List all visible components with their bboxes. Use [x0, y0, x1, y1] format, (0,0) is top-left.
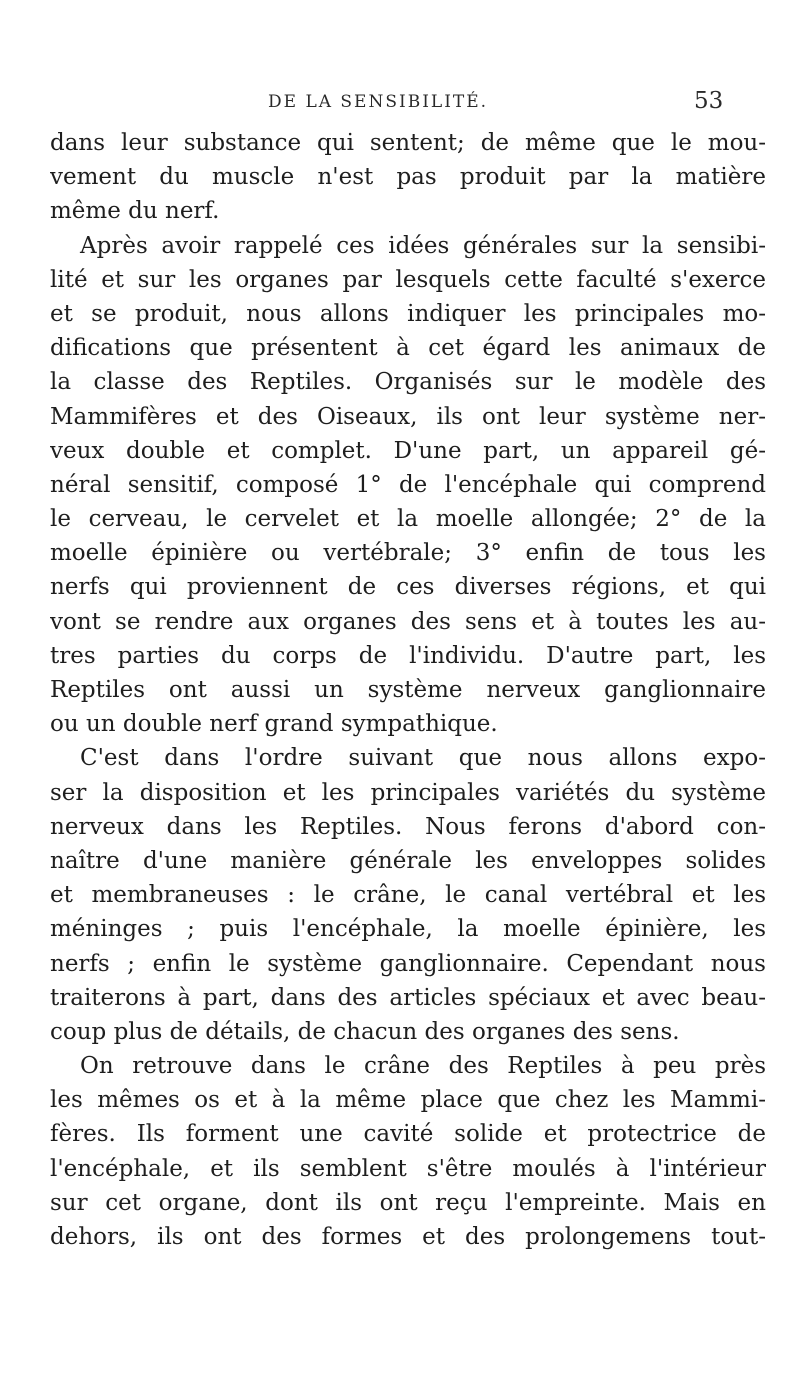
text-line: dans leur substance qui sentent; de même que le mou- — [50, 130, 766, 156]
text-line: naître d'une manière générale les enveloppes solides — [50, 847, 766, 874]
text-line: et membraneuses : le crâne, le canal vertébral et les — [50, 882, 766, 909]
running-head: DE LA SENSIBILITÉ. — [268, 92, 489, 112]
text-line: C'est dans l'ordre suivant que nous allons expo- — [80, 745, 766, 772]
page-number: 53 — [694, 88, 724, 114]
text-line: Reptiles ont aussi un système nerveux ganglionnaire — [50, 677, 766, 703]
text-line: vont se rendre aux organes des sens et à toutes les au- — [50, 608, 766, 635]
text-line: l'encéphale, et ils semblent s'être moulés à l'intérieur — [50, 1155, 766, 1182]
text-line: nerfs qui proviennent de ces diverses régions, et qui — [50, 574, 766, 601]
text-line: On retrouve dans le crâne des Reptiles à peu près — [80, 1053, 766, 1080]
body-text — [50, 126, 766, 1254]
text-line: les mêmes os et à la même place que chez les Mammi- — [50, 1087, 766, 1114]
text-line: vement du muscle n'est pas produit par la matière — [50, 164, 766, 191]
text-line: méninges ; puis l'encéphale, la moelle épinière, les — [50, 916, 766, 943]
text-line: même du nerf. — [50, 198, 220, 225]
text-line: Mammifères et des Oiseaux, ils ont leur système ner- — [50, 403, 766, 430]
text-line: veux double et complet. D'une part, un appareil gé- — [50, 437, 766, 464]
text-line: sur cet organe, dont ils ont reçu l'empreinte. Mais en — [50, 1189, 766, 1216]
text-line: tres parties du corps de l'individu. D'autre part, les — [50, 642, 766, 669]
text-line: lité et sur les organes par lesquels cette faculté s'exerce — [50, 266, 766, 293]
text-line: coup plus de détails, de chacun des organes des sens. — [50, 1018, 680, 1045]
text-line: difications que présentent à cet égard les animaux de — [50, 335, 766, 362]
text-line: moelle épinière ou vertébrale; 3° enfin de tous les — [50, 540, 766, 567]
text-line: nerveux dans les Reptiles. Nous ferons d'abord con- — [50, 813, 766, 840]
text-line: Après avoir rappelé ces idées générales sur la sensibi- — [80, 232, 766, 259]
text-line: nerfs ; enfin le système ganglionnaire. Cependant nous — [50, 950, 766, 977]
text-line: dehors, ils ont des formes et des prolongemens tout- — [50, 1224, 766, 1250]
text-line: la classe des Reptiles. Organisés sur le modèle des — [50, 369, 766, 396]
text-line: traiterons à part, dans des articles spéciaux et avec beau- — [50, 984, 766, 1011]
text-line: et se produit, nous allons indiquer les principales mo- — [50, 300, 766, 327]
page-header — [0, 88, 800, 122]
text-line: néral sensitif, composé 1° de l'encéphale qui comprend — [50, 471, 766, 498]
text-line: le cerveau, le cervelet et la moelle allongée; 2° de la — [50, 506, 766, 533]
text-line: ser la disposition et les principales variétés du système — [50, 779, 766, 806]
text-line: ou un double nerf grand sympathique. — [50, 711, 498, 738]
text-line: fères. Ils forment une cavité solide et protectrice de — [50, 1121, 766, 1148]
